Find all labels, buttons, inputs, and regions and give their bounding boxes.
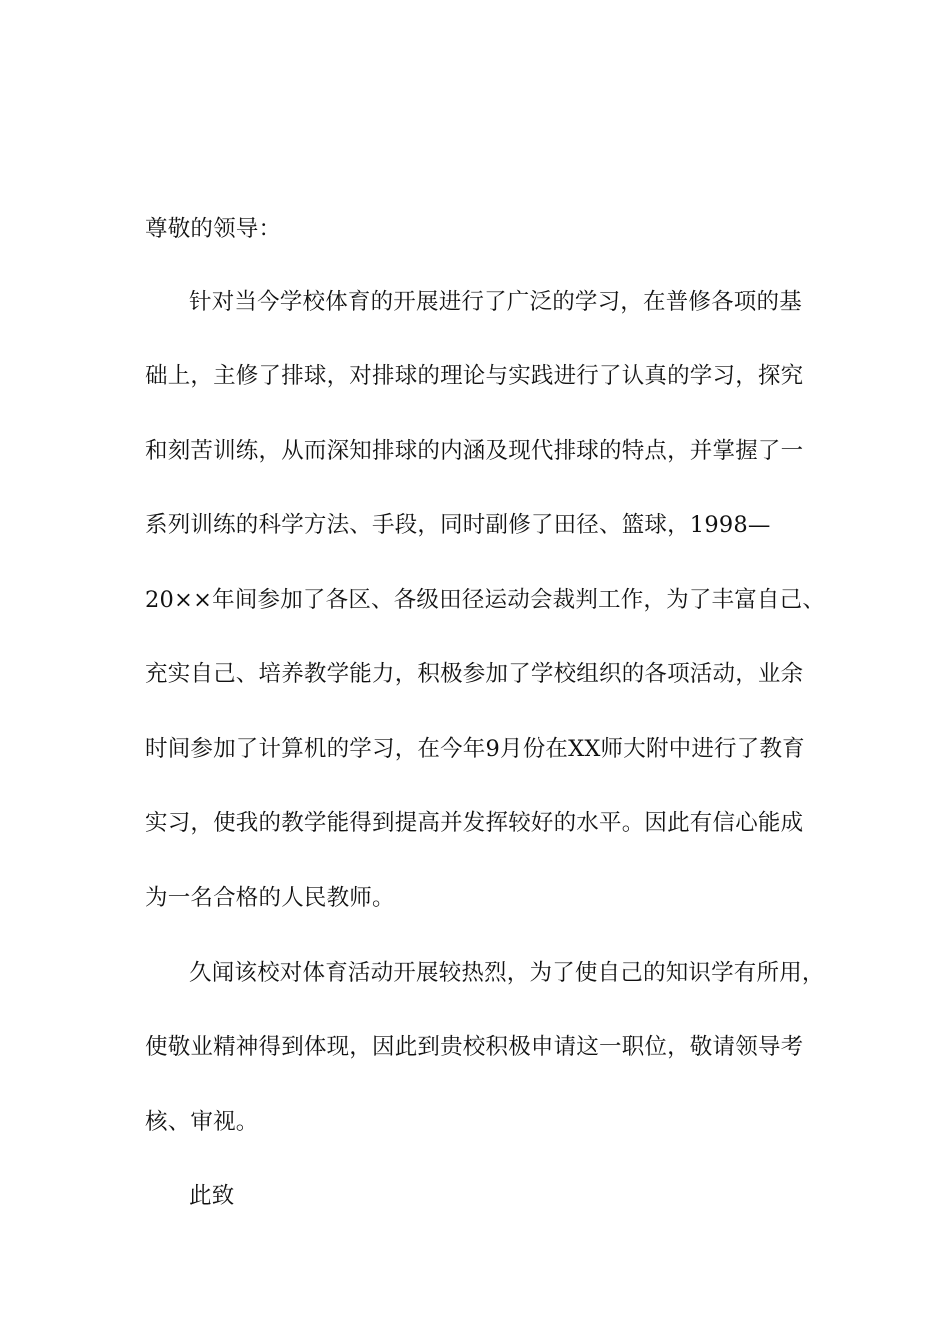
paragraph-1-line-3: 和刻苦训练，从而深知排球的内涵及现代排球的特点，并掌握了一	[145, 438, 804, 464]
paragraph-1-line-2: 础上，主修了排球，对排球的理论与实践进行了认真的学习，探究	[145, 363, 804, 389]
paragraph-1-line-7: 时间参加了计算机的学习，在今年9月份在XX师大附中进行了教育	[145, 736, 805, 762]
salutation: 尊敬的领导：	[145, 216, 282, 242]
paragraph-2-line-1: 久闻该校对体育活动开展较热烈，为了使自己的知识学有所用，	[189, 960, 825, 986]
closing-phrase: 此致	[189, 1183, 235, 1209]
paragraph-1-line-5: 20××年间参加了各区、各级田径运动会裁判工作，为了丰富自己、	[145, 587, 826, 613]
paragraph-1-line-1: 针对当今学校体育的开展进行了广泛的学习，在普修各项的基	[189, 289, 802, 315]
paragraph-1-line-6: 充实自己、培养教学能力，积极参加了学校组织的各项活动，业余	[145, 661, 804, 687]
paragraph-1-line-9: 为一名合格的人民教师。	[145, 885, 395, 911]
paragraph-2-line-2: 使敬业精神得到体现，因此到贵校积极申请这一职位，敬请领导考	[145, 1034, 804, 1060]
paragraph-1-line-4: 系列训练的科学方法、手段，同时副修了田径、篮球，1998—	[145, 512, 771, 538]
paragraph-1-line-8: 实习，使我的教学能得到提高并发挥较好的水平。因此有信心能成	[145, 810, 804, 836]
paragraph-2-line-3: 核、审视。	[145, 1109, 259, 1135]
